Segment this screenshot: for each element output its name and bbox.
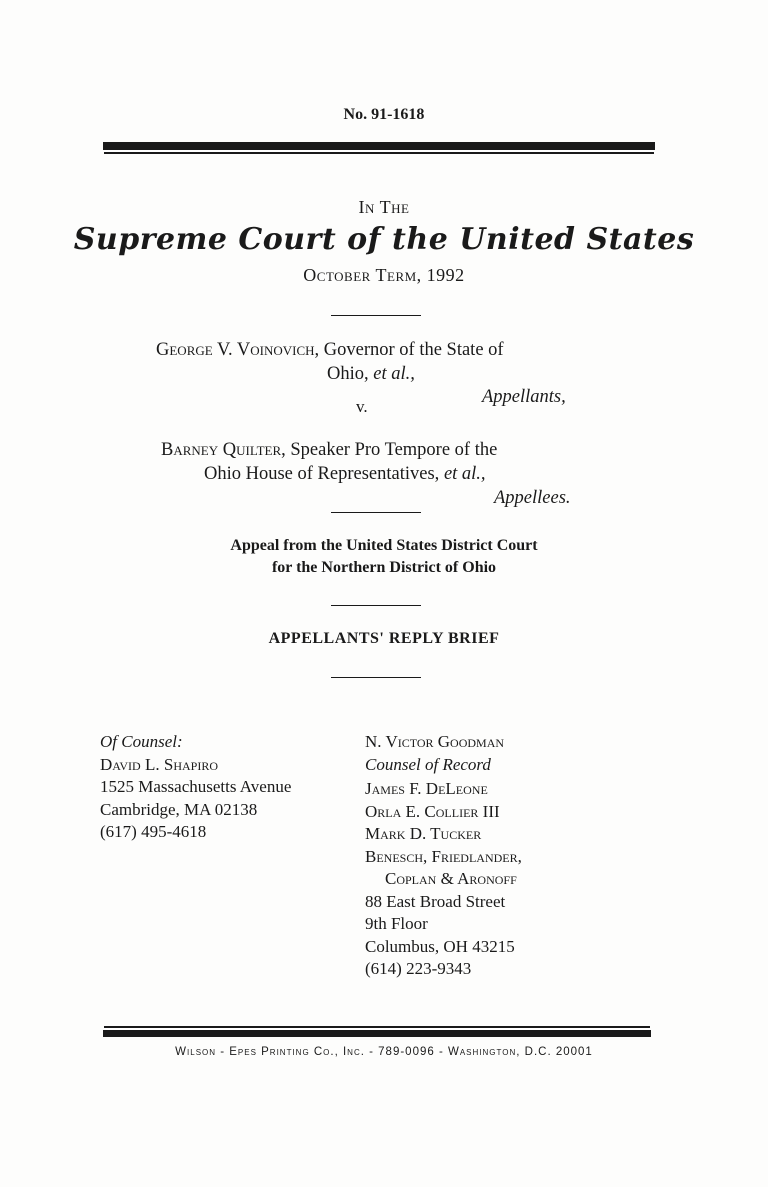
of-counsel-address-2: Cambridge, MA 02138 <box>100 799 258 819</box>
divider <box>331 512 421 513</box>
brief-title: APPELLANTS' REPLY BRIEF <box>268 630 500 647</box>
appellant-description: , Governor of the State of <box>314 340 504 360</box>
top-rule <box>103 142 655 150</box>
counsel-other: Orla E. Collier III <box>365 801 500 821</box>
appellee-line-1 <box>161 440 497 461</box>
bottom-rule <box>103 1030 651 1037</box>
counsel-other: James F. DeLeone <box>365 779 488 798</box>
of-counsel-name: David L. Shapiro <box>100 754 218 774</box>
counsel-title: Counsel of Record <box>365 754 491 774</box>
court-term: October Term, 1992 <box>303 265 465 285</box>
appellees-role: Appellees. <box>494 488 571 508</box>
of-counsel-address-1: 1525 Massachusetts Avenue <box>100 777 292 796</box>
divider <box>331 677 421 678</box>
versus: v. <box>356 397 368 416</box>
appeal-line-2: for the Northern District of Ohio <box>271 559 497 576</box>
printer-credit: Wilson - Epes Printing Co., Inc. - 789-0096 - Washington, D.C. 20001 <box>175 1046 593 1058</box>
appellee-body: Ohio House of Representatives, <box>204 464 444 484</box>
firm-address-2: 9th Floor <box>365 914 428 933</box>
firm-address-1: 88 East Broad Street <box>365 891 506 911</box>
firm-address-3: Columbus, OH 43215 <box>365 936 515 956</box>
counsel-of-record-block <box>365 731 522 981</box>
appellant-line-1 <box>156 340 504 361</box>
appellant-et-al: et al., <box>373 364 415 384</box>
appellee-description: , Speaker Pro Tempore of the <box>281 440 498 460</box>
firm-phone: (614) 223-9343 <box>365 959 472 978</box>
appellant-line-2 <box>327 364 415 385</box>
docket-number: No. 91-1618 <box>343 106 425 123</box>
appeal-line-1: Appeal from the United States District Court <box>230 537 538 554</box>
of-counsel-heading: Of Counsel: <box>100 732 183 751</box>
of-counsel-block <box>100 731 291 844</box>
appellee-et-al: et al., <box>443 464 486 484</box>
counsel-other: Mark D. Tucker <box>365 824 482 843</box>
appellant-name: George V. Voinovich <box>156 340 315 360</box>
divider <box>331 315 421 316</box>
counsel-name: N. Victor Goodman <box>365 732 505 751</box>
of-counsel-phone: (617) 495-4618 <box>100 822 207 841</box>
firm-name-2: Coplan & Aronoff <box>385 869 517 888</box>
appellants-role: Appellants, <box>482 387 566 407</box>
firm-name-1: Benesch, Friedlander, <box>365 846 522 866</box>
appellant-state: Ohio, <box>327 364 374 384</box>
appellee-line-2 <box>204 464 486 485</box>
divider <box>331 605 421 606</box>
court-prefix: In The <box>358 197 410 217</box>
appellee-name: Barney Quilter <box>161 440 282 460</box>
court-name: Supreme Court of the United States <box>73 222 695 257</box>
